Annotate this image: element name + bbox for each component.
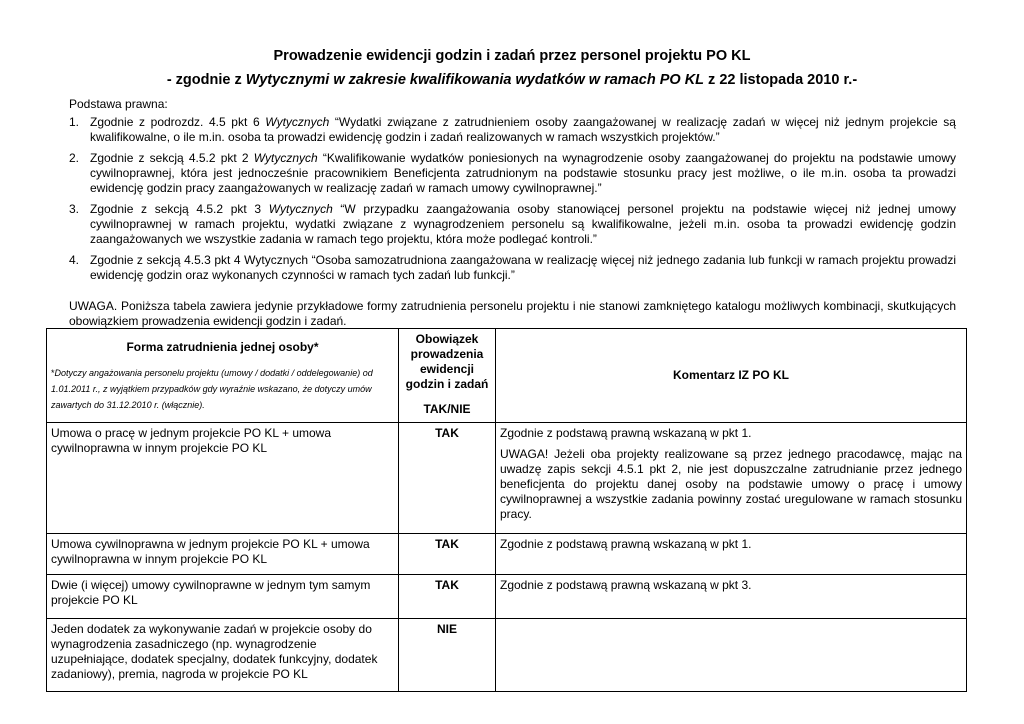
header-duty-cell [399, 329, 496, 423]
header-form-note-star: * [51, 368, 55, 378]
list-item [69, 202, 956, 247]
comment-paragraph: Zgodnie z podstawą prawną wskazaną w pkt 1. [500, 537, 752, 551]
list-item-text [90, 151, 956, 196]
comment-paragraph: Zgodnie z podstawą prawną wskazaną w pkt 1. [500, 426, 752, 440]
row-form-cell: Jeden dodatek za wykonywanie zadań w projekcie osoby do wynagrodzenia zasadniczego (np. wynagrodzenie uzupełniające, dodatek specjalny, dodatek funkcyjny, dodatek zadaniowy), premia, nagroda w projekcie PO KL [47, 619, 399, 692]
list-item-text-pre: Zgodnie z sekcją 4.5.3 pkt 4 Wytycznych “Osoba samozatrudniona zaangażowana w realizację więcej niż jednego zadania lub funkcji w ramach projektu prowadzi ewidencję godzin oraz wykonanych czynności w ramach tych zadań lub funkcji.” [90, 253, 956, 282]
subtitle-suffix: z 22 listopada 2010 r.- [704, 72, 858, 88]
list-item-text [90, 202, 956, 247]
header-form-title: Forma zatrudnienia jednej osoby* [126, 340, 319, 354]
list-item-text-italic: Wytycznych [268, 202, 333, 216]
row-comment-cell [496, 575, 967, 619]
table-row [47, 619, 967, 692]
header-form-note-text: Dotyczy angażowania personelu projektu (umowy / dodatki / oddelegowanie) od 1.01.2011 r., z wyjątkiem przypadków gdy wyraźnie wskazano, że dotyczy umów zawartych do 31.12.2010 r. (włącznie). [51, 368, 373, 410]
list-item-number: 1. [69, 115, 80, 129]
header-comment-cell: Komentarz IZ PO KL [496, 329, 967, 423]
subtitle-prefix: - zgodnie z [166, 72, 246, 88]
header-duty-label: Obowiązek prowadzenia ewidencji godzin i zadań [405, 332, 489, 391]
header-duty-yes-no: TAK/NIE [423, 402, 471, 416]
list-item [69, 151, 956, 196]
legal-basis-list [69, 115, 956, 289]
subtitle-italic: Wytycznymi w zakresie kwalifikowania wydatków w ramach PO KL [245, 72, 705, 88]
row-duty-cell: TAK [399, 423, 496, 534]
row-comment-cell [496, 423, 967, 534]
list-item-text-post: “Kwalifikowanie wydatków poniesionych na wynagrodzenie osoby zaangażowanej do projektu na podstawie umowy cywilnoprawnej, która jest jednocześnie pracownikiem Beneficjenta zatrudnionym na podstawie stosunku pracy jest możliwe, o ile m.in. osoba ta prowadzi ewidencję godzin pracy zaangażowanych w realizację zadań w ramach umowy cywilnoprawnej.” [90, 151, 956, 195]
table-row [47, 423, 967, 534]
row-duty-cell: NIE [399, 619, 496, 692]
legal-basis-label: Podstawa prawna: [69, 97, 168, 111]
list-item-number: 3. [69, 202, 80, 216]
list-item-number: 2. [69, 151, 80, 165]
table-row [47, 575, 967, 619]
comment-paragraph: UWAGA! Jeżeli oba projekty realizowane są przez jednego pracodawcę, mając na uwadzę zapis sekcji 4.5.1 pkt 2, nie jest dopuszczalne zatrudnianie przez jednego beneficjenta do projektu danej osoby na podstawie umowy o pracę i umowy cywilnoprawnej a wszystkie zadania powinny zostać uregulowane w ramach stosunku pracy. [500, 447, 962, 521]
note-paragraph: UWAGA. Poniższa tabela zawiera jedynie przykładowe formy zatrudnienia personelu projektu i nie stanowi zamkniętego katalogu możliwych kombinacji, skutkujących obowiązkiem prowadzenia ewidencji godzin i zadań. [69, 299, 956, 328]
row-form-cell: Dwie (i więcej) umowy cywilnoprawne w jednym tym samym projekcie PO KL [47, 575, 399, 619]
row-duty-cell: TAK [399, 575, 496, 619]
header-form-cell [47, 329, 399, 423]
list-item-text-pre: Zgodnie z sekcją 4.5.2 pkt 3 [90, 202, 269, 216]
list-item-text [90, 115, 956, 145]
table-row [47, 534, 967, 575]
list-item [69, 253, 956, 283]
employment-table [46, 328, 967, 692]
document-title: Prowadzenie ewidencji godzin i zadań przez personel projektu PO KL [273, 48, 751, 64]
list-item-text [90, 253, 956, 283]
list-item-text-pre: Zgodnie z podrozdz. 4.5 pkt 6 [90, 115, 266, 129]
row-comment-cell [496, 534, 967, 575]
row-duty-cell: TAK [399, 534, 496, 575]
list-item-text-pre: Zgodnie z sekcją 4.5.2 pkt 2 [90, 151, 254, 165]
list-item-number: 4. [69, 253, 80, 267]
row-form-cell: Umowa o pracę w jednym projekcie PO KL + umowa cywilnoprawna w innym projekcie PO KL [47, 423, 399, 534]
row-comment-cell [496, 619, 967, 692]
list-item [69, 115, 956, 145]
list-item-text-post: “Wydatki związane z zatrudnieniem osoby zaangażowanej w realizację zadań w więcej niż jednym projekcie są kwalifikowalne, o ile m.in. osoba ta prowadzi ewidencję godzin i zadań realizowanych w ramach wszystkich projektów.” [90, 115, 956, 144]
document-subtitle [0, 72, 1024, 88]
table-header-row [47, 329, 967, 423]
list-item-text-italic: Wytycznych [265, 115, 330, 129]
comment-paragraph: Zgodnie z podstawą prawną wskazaną w pkt 3. [500, 578, 752, 592]
header-form-note [51, 365, 394, 413]
list-item-text-post: “W przypadku zaangażowania osoby stanowiącej personel projektu na podstawie więcej niż jednej umowy cywilnoprawnej w ramach projektu, wydatki związane z wynagrodzeniem personelu są kwalifikowalne, jeżeli m.in. osoba ta prowadzi ewidencję godzin zaangażowanych we wszystkie zadania w ramach tego projektu, która może podlegać kontroli.” [90, 202, 956, 246]
row-form-cell: Umowa cywilnoprawna w jednym projekcie PO KL + umowa cywilnoprawna w innym projekcie PO KL [47, 534, 399, 575]
list-item-text-italic: Wytycznych [253, 151, 318, 165]
